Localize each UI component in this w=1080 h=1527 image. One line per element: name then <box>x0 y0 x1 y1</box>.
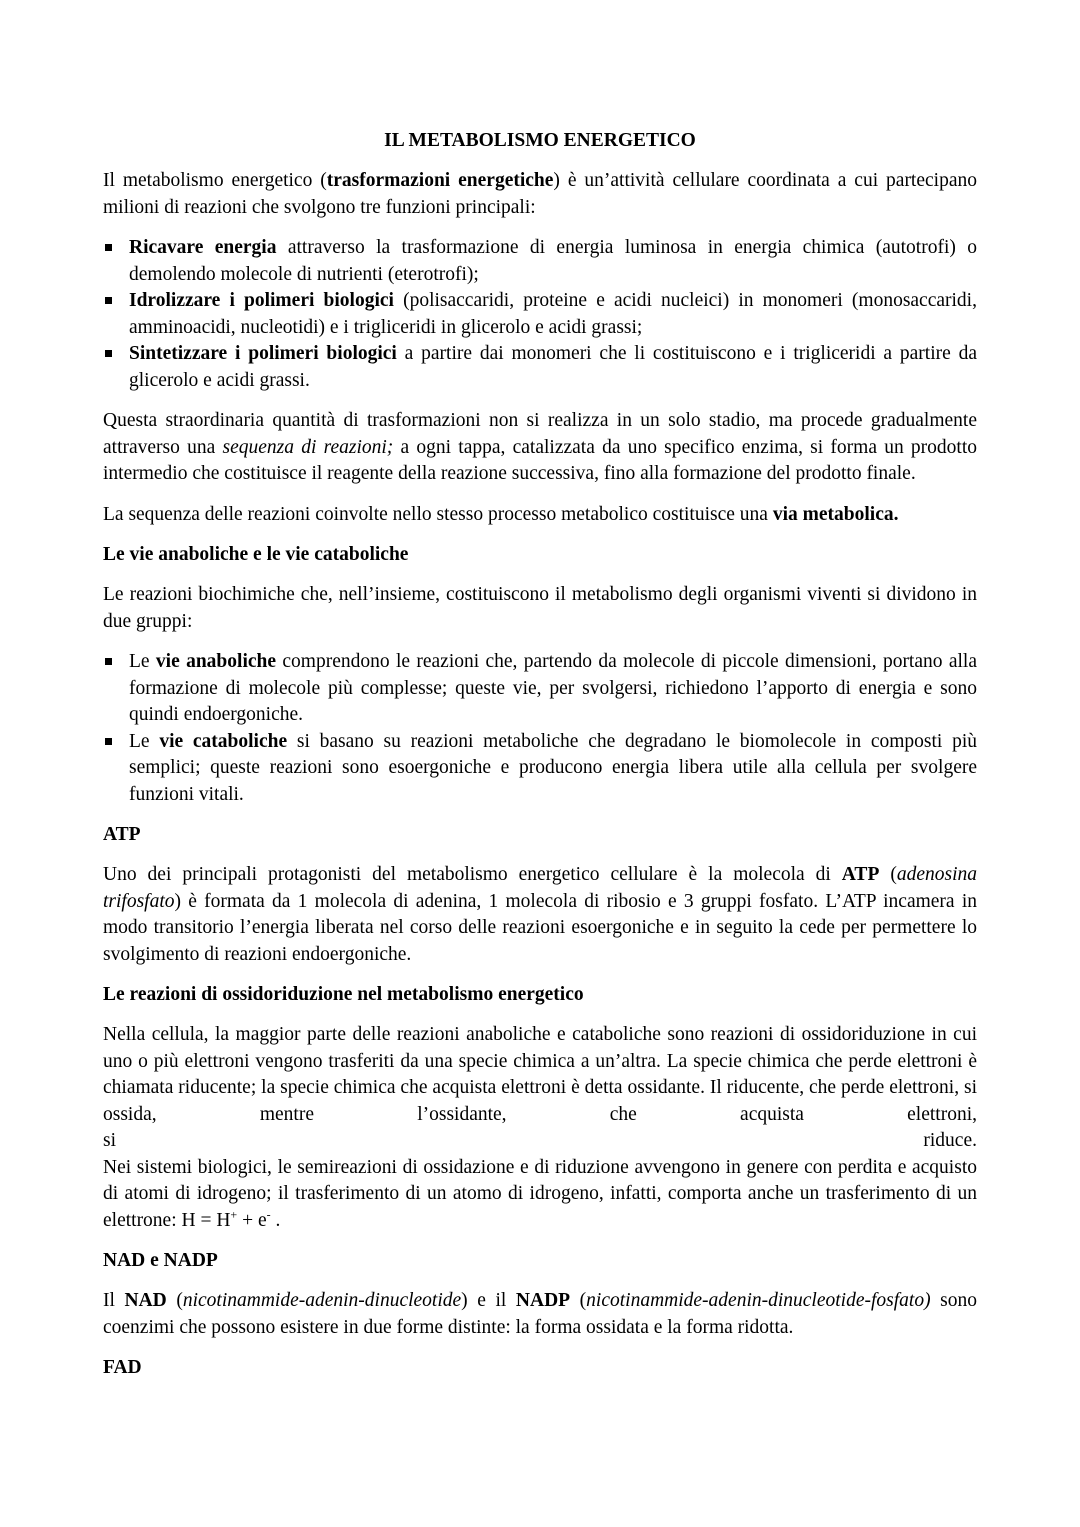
heading-fad: FAD <box>103 1357 142 1378</box>
sequence-paragraph: Questa straordinaria quantità di trasformazioni non si realizza in un solo stadio, ma procede gradualmente attraverso una sequenza di reazioni; a ogni tappa, catalizzata da uno specifico enzima, si forma un prodotto intermedio che costituisce il reagente della reazione successiva, fino alla formazione del prodotto finale. <box>103 410 977 484</box>
redox-split-line: si riduce. <box>103 1130 977 1151</box>
list-item: Ricavare energia attraverso la trasformazione di energia luminosa in energia chimica (autotrofi) o demolendo molecole di nutrienti (eterotrofi); <box>103 235 977 288</box>
list-item: Idrolizzare i polimeri biologici (polisaccaridi, proteine e acidi nucleici) in monomeri (monosaccaridi, amminoacidi, nucleotidi) e i trigliceridi in glicerolo e acidi grassi; <box>103 288 977 341</box>
functions-list <box>103 235 977 394</box>
heading-atp: ATP <box>103 824 141 845</box>
list-item: Sintetizzare i polimeri biologici a partire dai monomeri che li costituiscono e i trigliceridi a partire da glicerolo e acidi grassi. <box>103 341 977 394</box>
heading-vie: Le vie anaboliche e le vie cataboliche <box>103 544 409 565</box>
via-paragraph: La sequenza delle reazioni coinvolte nello stesso processo metabolico costituisce una via metabolica. <box>103 503 899 525</box>
vie-intro-paragraph: Le reazioni biochimiche che, nell’insieme, costituiscono il metabolismo degli organismi viventi si dividono in due gruppi: <box>103 584 977 632</box>
vie-list <box>103 649 977 808</box>
atp-paragraph: Uno dei principali protagonisti del metabolismo energetico cellulare è la molecola di ATP (adenosina trifosfato) è formata da 1 molecola di adenina, 1 molecola di ribosio e 3 gruppi fosfato. L’ATP incamera in modo transitorio l’energia liberata nel corso delle reazioni esoergoniche e in seguito la cede per permettere lo svolgimento di reazioni endoergoniche. <box>103 864 977 965</box>
nad-paragraph: Il NAD (nicotinammide-adenin-dinucleotide) e il NADP (nicotinammide-adenin-dinucleotide-fosfato) sono coenzimi che possono esistere in due forme distinte: la forma ossidata e la forma ridotta. <box>103 1290 977 1338</box>
redox-block <box>103 1022 977 1234</box>
heading-redox: Le reazioni di ossidoriduzione nel metabolismo energetico <box>103 984 584 1005</box>
intro-paragraph: Il metabolismo energetico (trasformazioni energetiche) è un’attività cellulare coordinata a cui partecipano milioni di reazioni che svolgono tre funzioni principali: <box>103 170 977 218</box>
page-title: IL METABOLISMO ENERGETICO <box>384 130 696 151</box>
list-item: Le vie anaboliche comprendono le reazioni che, partendo da molecole di piccole dimensioni, portano alla formazione di molecole più complesse; queste vie, per svolgersi, richiedono l’apporto di energia e sono quindi endoergoniche. <box>103 649 977 729</box>
redox-paragraph-1: Nella cellula, la maggior parte delle reazioni anaboliche e cataboliche sono reazioni di ossidoriduzione in cui uno o più elettroni vengono trasferiti da una specie chimica a un’altra. La specie chimica che perde elettroni è chiamata riducente; la specie chimica che acquista elettroni è detta ossidante. Il riducente, che perde elettroni, si ossida, mentre l’ossidante, che acquista elettroni, <box>103 1024 977 1125</box>
redox-paragraph-2: Nei sistemi biologici, le semireazioni di ossidazione e di riduzione avvengono in genere con perdita e acquisto di atomi di idrogeno; il trasferimento di un atomo di idrogeno, infatti, comporta anche un trasferimento di un elettrone: H = H+ + e- . <box>103 1156 977 1231</box>
list-item: Le vie cataboliche si basano su reazioni metaboliche che degradano le biomolecole in composti più semplici; queste reazioni sono esoergoniche e producono energia libera utile alla cellula per svolgere funzioni vitali. <box>103 729 977 809</box>
heading-nad: NAD e NADP <box>103 1250 218 1271</box>
